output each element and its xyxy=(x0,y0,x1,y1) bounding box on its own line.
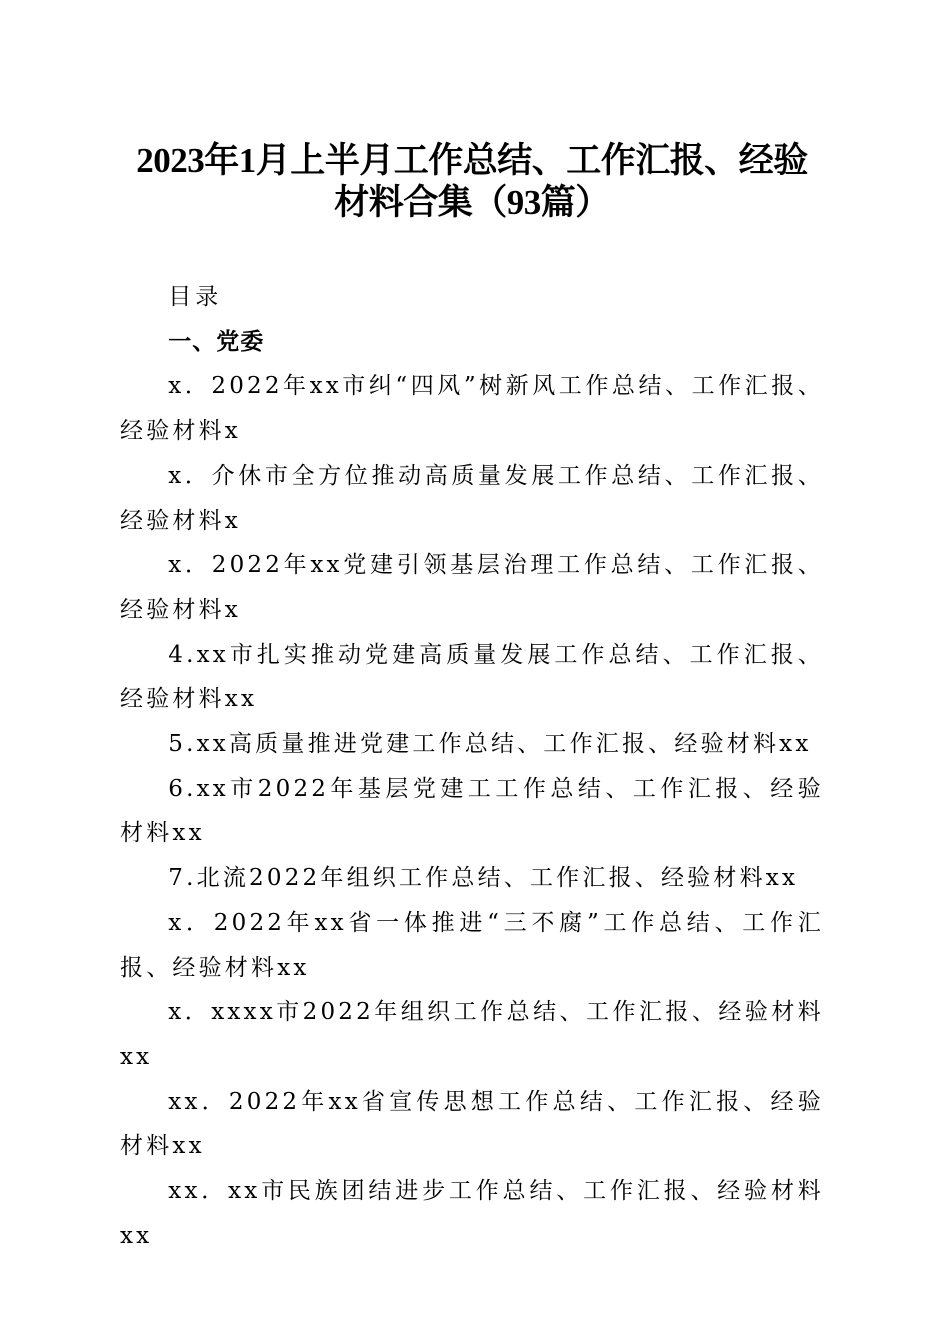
toc-item[interactable]: x．2022年xx党建引领基层治理工作总结、工作汇报、经验材料x xyxy=(120,552,824,623)
table-of-contents xyxy=(120,275,824,1258)
toc-item[interactable]: 7.北流2022年组织工作总结、工作汇报、经验材料xx xyxy=(168,865,799,892)
document-title xyxy=(120,140,824,224)
toc-item[interactable]: xx．2022年xx省宣传思想工作总结、工作汇报、经验材料xx xyxy=(120,1088,824,1160)
toc-label: 目录 xyxy=(168,284,223,310)
toc-item[interactable]: 6.xx市2022年基层党建工工作总结、工作汇报、经验材料xx xyxy=(120,775,824,847)
toc-item[interactable]: x．2022年xx省一体推进“三不腐”工作总结、工作汇报、经验材料xx xyxy=(120,909,824,981)
title-line-1: 2023年1月上半月工作总结、工作汇报、经验 xyxy=(136,141,808,180)
title-line-2: 材料合集（93篇） xyxy=(334,183,610,222)
toc-item[interactable]: xx．xx市民族团结进步工作总结、工作汇报、经验材料xx xyxy=(120,1178,824,1249)
toc-item[interactable]: x．介休市全方位推动高质量发展工作总结、工作汇报、经验材料x xyxy=(120,462,824,534)
section-heading: 一、党委 xyxy=(168,328,265,355)
toc-item[interactable]: 5.xx高质量推进党建工作总结、工作汇报、经验材料xx xyxy=(168,731,812,758)
toc-item[interactable]: 4.xx市扎实推动党建高质量发展工作总结、工作汇报、经验材料xx xyxy=(120,641,824,713)
toc-item[interactable]: x．xxxx市2022年组织工作总结、工作汇报、经验材料xx xyxy=(120,999,824,1070)
toc-item[interactable]: x．2022年xx市纠“四风”树新风工作总结、工作汇报、经验材料x xyxy=(120,373,824,445)
